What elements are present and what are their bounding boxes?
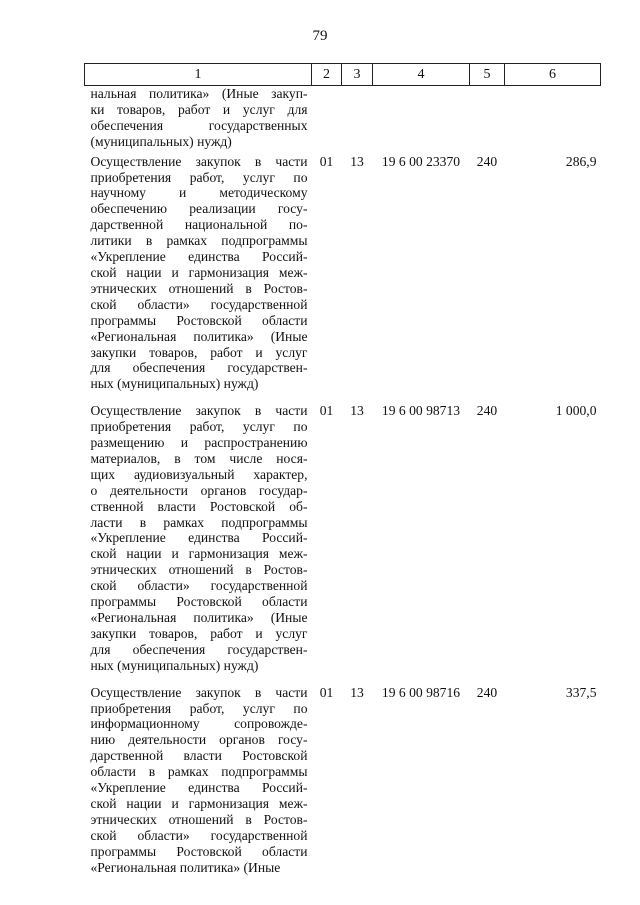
table-row	[85, 684, 601, 886]
description-line: информационному сопровожде-	[90, 716, 308, 732]
description-line: ской области» государственной	[90, 578, 308, 594]
row-description	[85, 684, 312, 886]
description-line: «Региональная политика» (Иные	[90, 328, 308, 344]
subsection-code: 13	[350, 153, 364, 169]
description-line: программы Ростовской области	[90, 312, 308, 328]
description-line: литики в рамках подпрограммы	[90, 233, 308, 249]
subsection-code	[342, 86, 373, 153]
description-line: ки товаров, работ и услуг для	[90, 101, 308, 117]
column-header-3: 3	[342, 64, 373, 86]
page-number: 79	[312, 28, 328, 44]
description-line: «Укрепление единства Россий-	[90, 249, 308, 265]
section-code: 01	[319, 403, 334, 419]
budget-table	[84, 63, 601, 886]
description-line: ственной власти Ростовской об-	[90, 498, 308, 514]
row-description	[85, 402, 312, 683]
column-header-4: 4	[373, 64, 470, 86]
target-article-code	[373, 86, 470, 153]
expense-type-code: 240	[476, 403, 498, 419]
target-article-code: 19 6 00 23370	[381, 153, 461, 169]
section-code	[312, 86, 342, 153]
description-line: закупки товаров, работ и услуг	[90, 344, 308, 360]
amount: 286,9	[565, 153, 597, 169]
description-line: «Региональная политика» (Иные	[90, 859, 281, 875]
description-line: программы Ростовской области	[90, 594, 308, 610]
description-line: о деятельности органов государ-	[90, 482, 308, 498]
description-line: для обеспечения государствен-	[90, 641, 308, 657]
amount: 337,5	[565, 684, 597, 700]
description-line: «Укрепление единства Россий-	[90, 530, 308, 546]
description-line: ской области» государственной	[90, 827, 308, 843]
subsection-code: 13	[350, 684, 364, 700]
description-line: приобретения работ, услуг по	[90, 169, 308, 185]
description-line: Осуществление закупок в части	[90, 684, 308, 700]
description-line: программы Ростовской области	[90, 843, 308, 859]
description-line: ных (муниципальных) нужд)	[90, 376, 259, 392]
description-line: щих аудиовизуальный характер,	[90, 466, 308, 482]
description-line: «Укрепление единства Россий-	[90, 780, 308, 796]
description-line: ской нации и гармонизация меж-	[90, 546, 308, 562]
table-header-row	[85, 64, 601, 86]
target-article-code: 19 6 00 98713	[381, 403, 461, 419]
description-line: этнических отношений в Ростов-	[90, 811, 308, 827]
expense-type-code: 240	[476, 153, 498, 169]
description-line: «Региональная политика» (Иные	[90, 610, 308, 625]
table-row	[85, 86, 601, 153]
description-line: научному и методическому	[90, 185, 308, 201]
amount	[505, 86, 601, 153]
description-line: нию деятельности органов госу-	[90, 732, 308, 748]
description-line: размещению и распространению	[90, 435, 308, 451]
description-line: ской нации и гармонизация меж-	[90, 264, 308, 280]
description-line: ласти в рамках подпрограммы	[90, 514, 308, 530]
description-line: для обеспечения государствен-	[90, 360, 308, 376]
description-line: приобретения работ, услуг по	[90, 700, 308, 716]
table-body	[85, 86, 601, 886]
target-article-code: 19 6 00 98716	[381, 684, 461, 700]
row-description	[85, 86, 312, 153]
description-line: (муниципальных) нужд)	[90, 133, 232, 149]
description-line: дарственной национальной по-	[90, 217, 308, 233]
description-line: ных (муниципальных) нужд)	[90, 657, 259, 673]
section-code: 01	[319, 153, 334, 169]
expense-type-code: 240	[476, 684, 498, 700]
table-row	[85, 153, 601, 403]
description-line: дарственной власти Ростовской	[90, 748, 308, 764]
description-line: Осуществление закупок в части	[90, 403, 308, 419]
description-line: материалов, в том числе нося-	[90, 450, 308, 466]
column-header-6: 6	[505, 64, 601, 86]
description-line: ской области» государственной	[90, 296, 308, 312]
column-header-2: 2	[312, 64, 342, 86]
description-line: приобретения работ, услуг по	[90, 419, 308, 435]
description-line: этнических отношений в Ростов-	[90, 280, 308, 296]
description-line: нальная политика» (Иные закуп-	[90, 86, 308, 101]
subsection-code: 13	[350, 403, 364, 419]
column-header-1: 1	[85, 64, 312, 86]
row-description	[85, 153, 312, 403]
section-code: 01	[319, 684, 334, 700]
column-header-5: 5	[470, 64, 505, 86]
description-line: этнических отношений в Ростов-	[90, 562, 308, 578]
description-line: обеспечения государственных	[90, 117, 308, 133]
description-line: ской нации и гармонизация меж-	[90, 795, 308, 811]
expense-type-code	[470, 86, 505, 153]
description-line: Осуществление закупок в части	[90, 153, 308, 169]
description-line: обеспечению реализации госу-	[90, 201, 308, 217]
description-line: закупки товаров, работ и услуг	[90, 625, 308, 641]
table-row	[85, 402, 601, 683]
description-line: области в рамках подпрограммы	[90, 764, 308, 780]
amount: 1 000,0	[555, 403, 597, 419]
